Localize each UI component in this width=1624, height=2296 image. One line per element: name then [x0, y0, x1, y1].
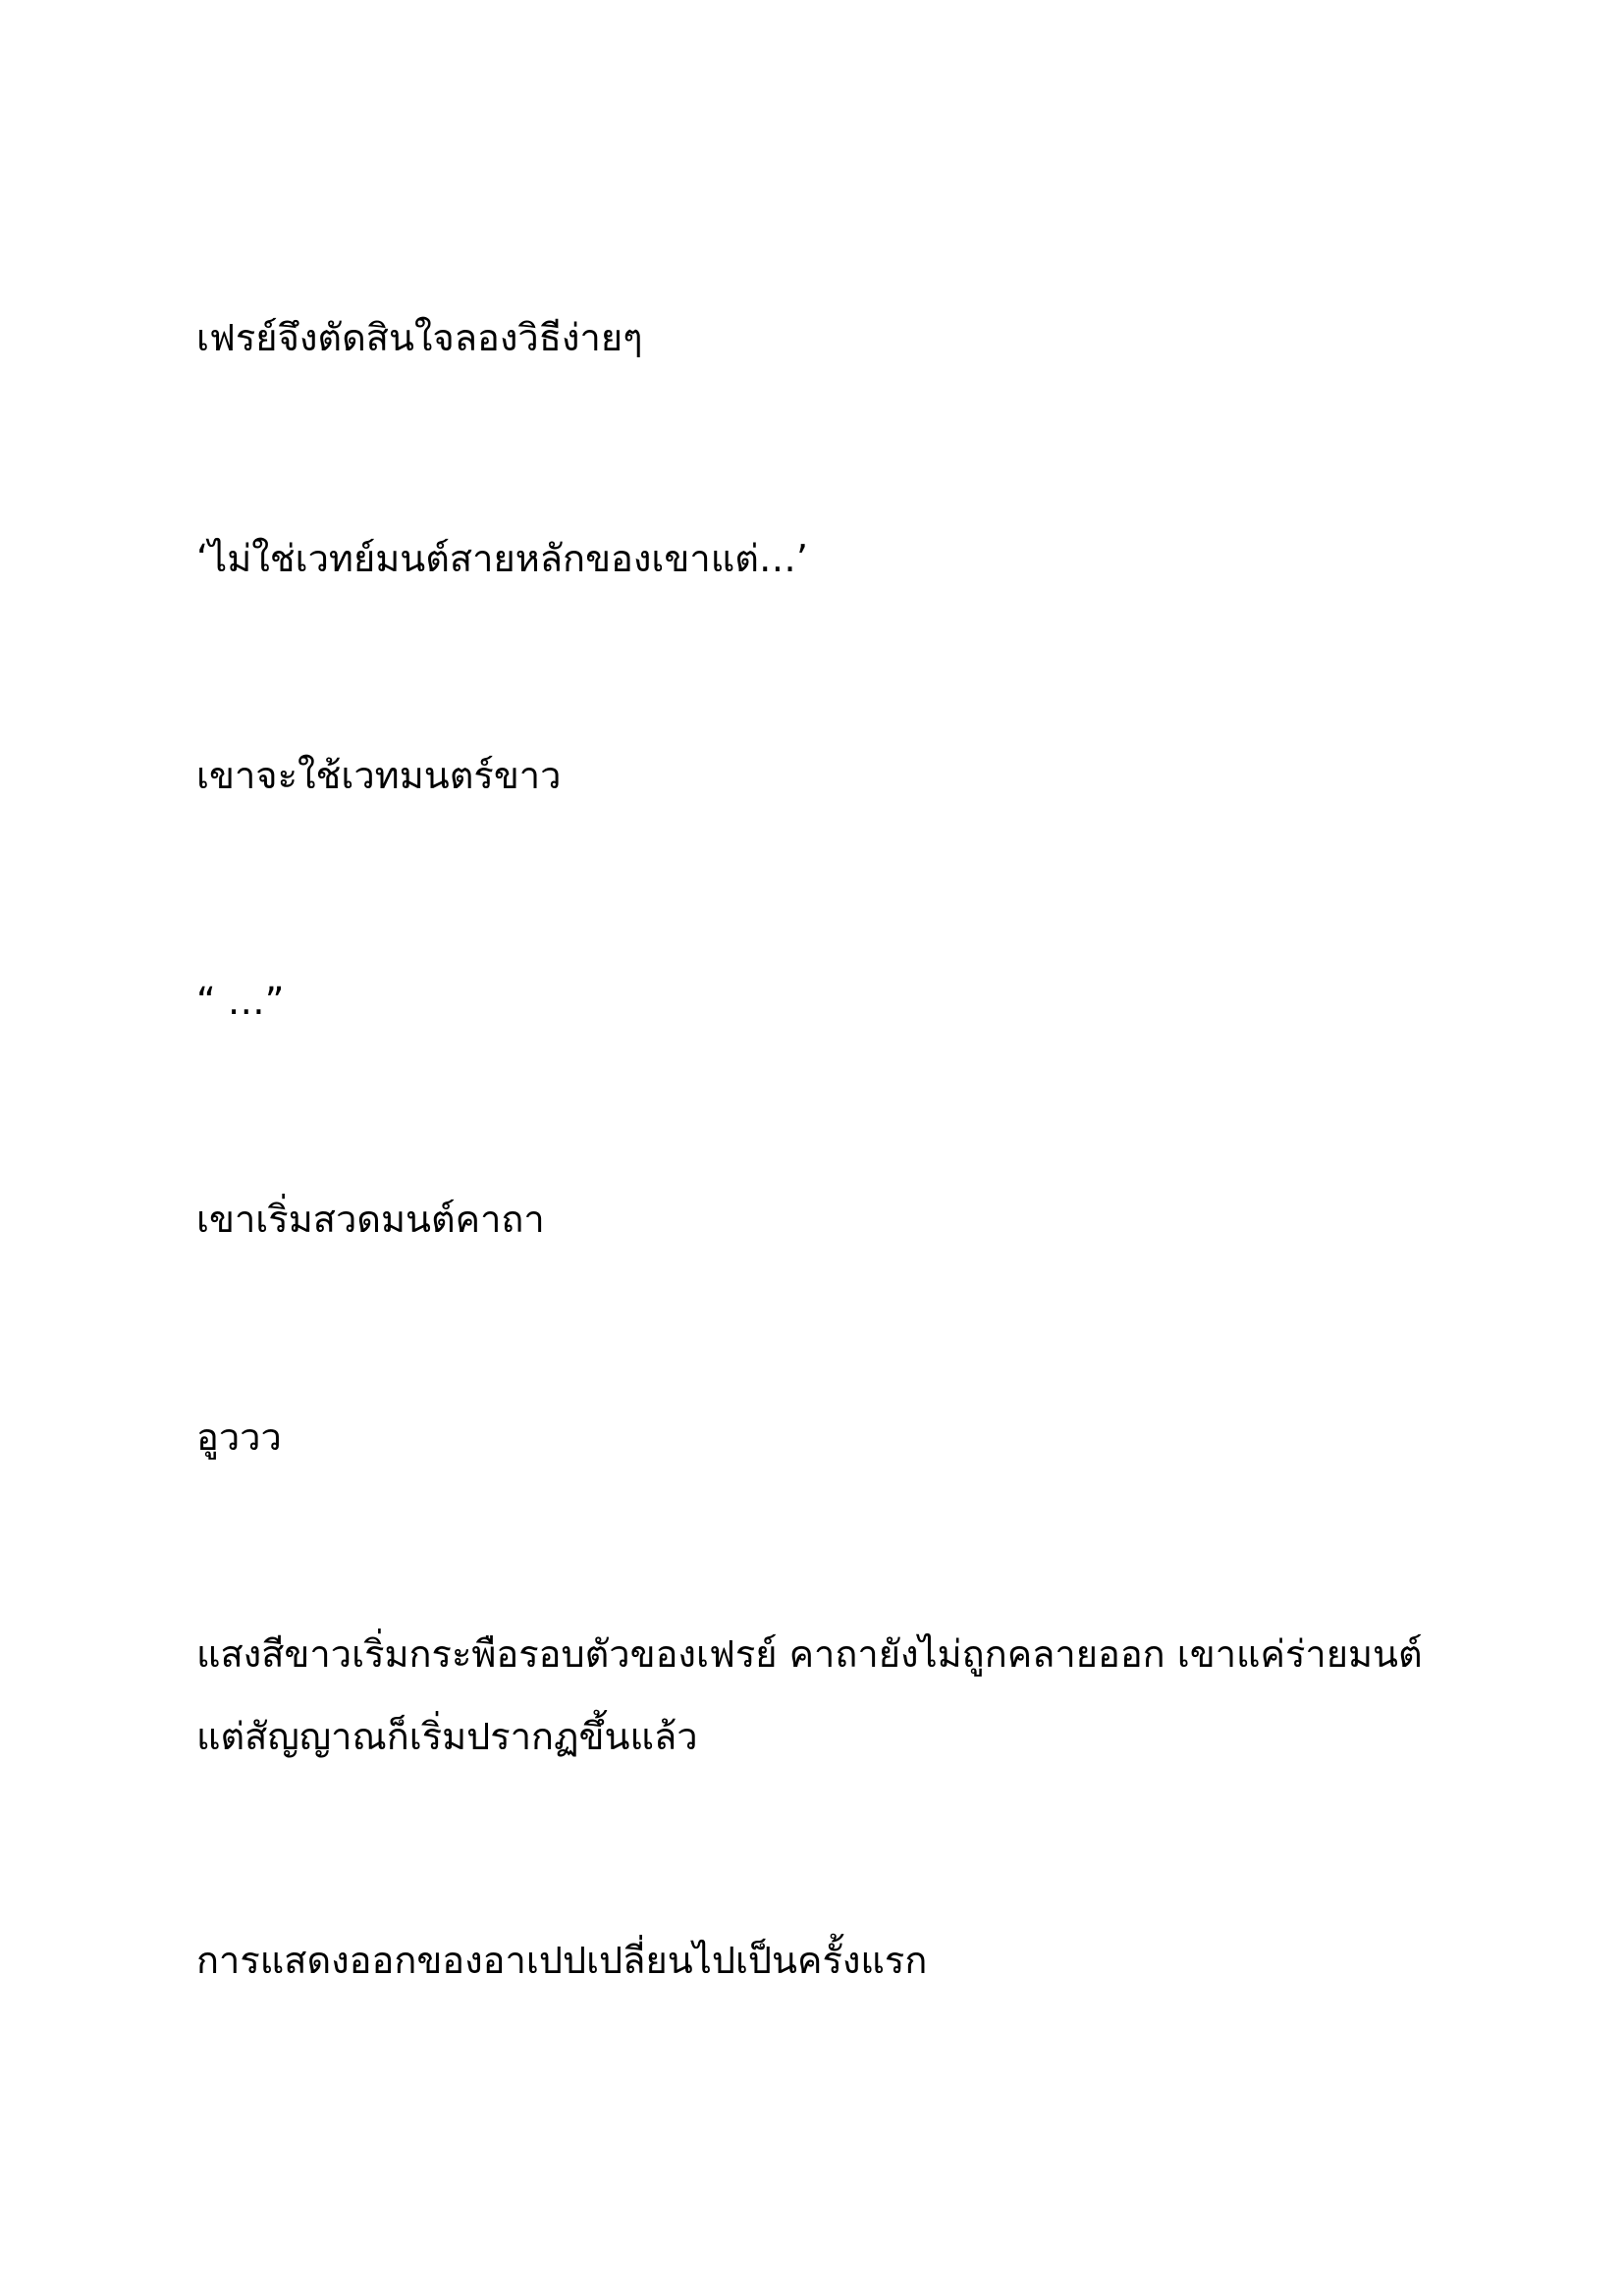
paragraph: ‘ไม่ใช่เวทย์มนต์สายหลักของเขาแต่…’: [196, 537, 808, 580]
paragraph: แสงสีขาวเริ่มกระพือรอบตัวของเฟรย์ คาถายังไม่ถูกคลายออก เขาแค่ร่ายมนต์ แต่สัญญาณก็เริ่มปรากฏขึ้นแล้ว: [196, 1632, 1423, 1758]
paragraph: เฟรย์จึงตัดสินใจลองวิธีง่ายๆ: [196, 316, 643, 359]
paragraph: เขาจะใช้เวทมนตร์ขาว: [196, 754, 562, 797]
paragraph: การแสดงออกของอาเปปเปลี่ยนไปเป็นครั้งแรก: [196, 1939, 928, 1982]
paragraph: เขาเริ่มสวดมนต์คาถา: [196, 1198, 545, 1241]
paragraph: อูววว: [196, 1415, 282, 1459]
paragraph: “ …”: [196, 980, 285, 1023]
